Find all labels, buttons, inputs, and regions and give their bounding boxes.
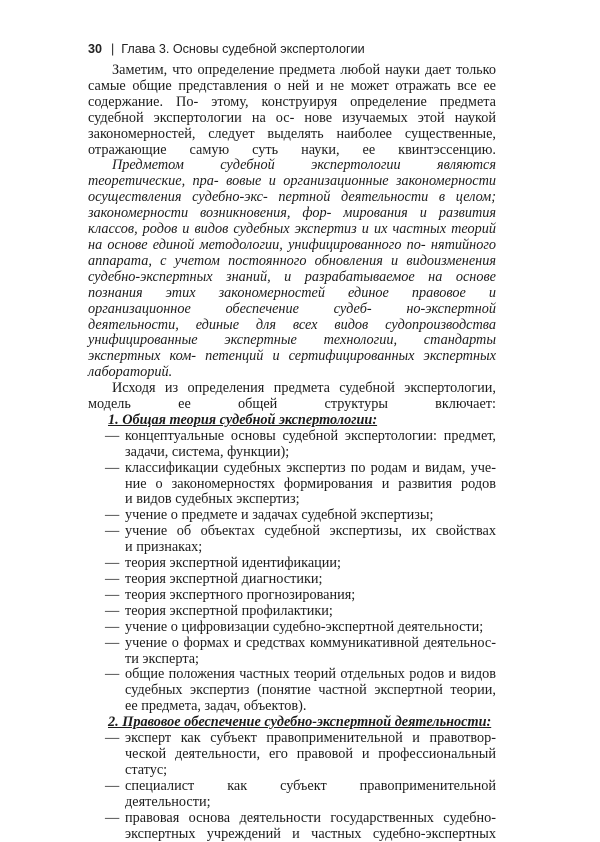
list-item: — теория экспертной диагностики; — [105, 571, 323, 587]
list-item: — учение об объектах судебной экспертизы, их свойствах и признаках; — [105, 523, 496, 556]
section-heading-general-theory: 1. Общая теория судебной экспертологии: — [108, 411, 378, 428]
paragraph-structure-intro: Исходя из определения предмета судебной экспертологии, модель ее общей структуры включает: — [88, 380, 496, 413]
paragraph-definition: Предметом судебной экспертологии являются теоретические, пра- вовые и организационные закономерности осуществления судебно-экс- пертной деятельности в целом; закономерности возникновения, фор- мирования и развития классов, родов и видов судебных экспертиз и их частных теорий на основе единой методологии, унифицированного по- нятийного аппарата, с учетом постоянного обновления и видоизменения судебно-экспертных знаний, и разрабатываемое на основе познания этих закономерностей единое правовое и организационное обеспечение судеб- но-экспертной деятельности, единые для всех видов судопроизводства унифицированные экспертные технологии, стандарты экспертных ком- петенций и сертифицированных экспертных лабораторий. — [88, 157, 497, 381]
list-item: — правовая основа деятельности государственных судебно- экспертных учреждений и частных судебно-экспертных — [105, 809, 496, 842]
section-heading-legal-support: 2. Правовое обеспечение судебно-экспертной деятельности: — [108, 714, 492, 731]
list-item: — учение о предмете и задачах судебной экспертизы; — [105, 507, 434, 524]
list-item: — общие положения частных теорий отдельных родов и видов судебных экспертиз (понятие частной экспертной теории, ее предмета, задач, объектов). — [105, 666, 496, 715]
page-body — [88, 63, 496, 842]
chapter-title: Глава 3. Основы судебной экспертологии — [121, 42, 365, 56]
list-item: — теория экспертной профилактики; — [105, 602, 333, 619]
page-number: 30 — [88, 42, 103, 56]
list-general-theory — [88, 429, 496, 715]
list-item: — специалист как субъект правоприменительной деятельности; — [105, 777, 496, 810]
running-header — [88, 42, 365, 56]
paragraph-intro: Заметим, что определение предмета любой науки дает только самые общие представления о ней и не может отражать все ее содержание. По- этому, конструируя определение предмета судебной экспертологии на ос- нове изучаемых этой наукой закономерностей, следует выделять наиболее существенные, отражающие самую суть науки, ее квинтэссенцию. — [88, 62, 497, 158]
list-item: — концептуальные основы судебной экспертологии: предмет, задачи, система, функции); — [105, 427, 496, 460]
list-item: — классификации судебных экспертиз по родам и видам, уче- ние о закономерностях формирования и развития родов и видов судебных экспертиз; — [105, 459, 496, 508]
list-legal-support — [88, 731, 496, 842]
list-item: — теория экспертной идентификации; — [105, 555, 342, 572]
header-separator: | — [111, 42, 115, 56]
list-item: — учение о формах и средствах коммуникативной деятельнос- ти эксперта; — [105, 634, 496, 667]
list-item: — учение о цифровизации судебно-экспертной деятельности; — [105, 618, 484, 635]
list-item: — теория экспертного прогнозирования; — [105, 586, 356, 603]
list-item: — эксперт как субъект правоприменительной и правотвор- ческой деятельности, его правовой и профессиональный статус; — [105, 730, 496, 778]
